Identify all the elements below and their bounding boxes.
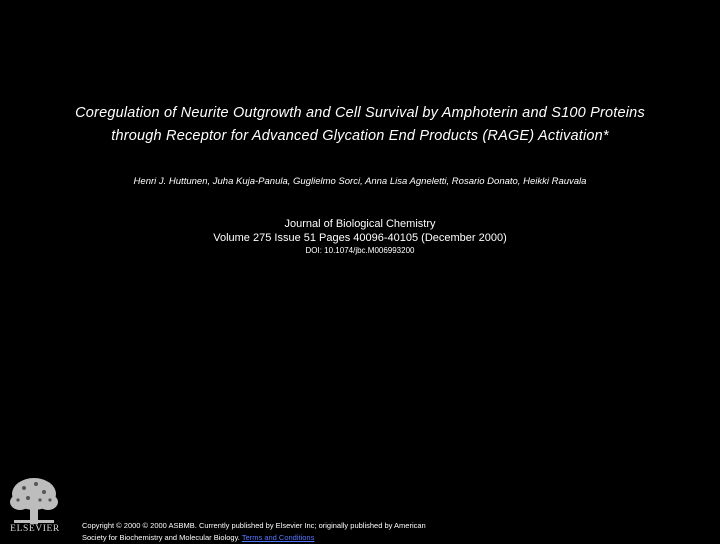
copyright-society-text: Society for Biochemistry and Molecular Biology. (82, 533, 240, 542)
title-line-2: through Receptor for Advanced Glycation End Products (RAGE) Activation* (111, 128, 609, 144)
doi-text: DOI: 10.1074/jbc.M006993200 (305, 246, 415, 255)
author-list: Henri J. Huttunen, Juha Kuja-Panula, Guglielmo Sorci, Anna Lisa Agneletti, Rosario Donato, Heikki Rauvala (133, 176, 587, 187)
copyright-notice (82, 520, 522, 544)
copyright-line-2 (82, 532, 522, 544)
terms-and-conditions-link[interactable]: Terms and Conditions (241, 533, 315, 542)
elsevier-wordmark: ELSEVIER (10, 524, 60, 534)
title-line-1: Coregulation of Neurite Outgrowth and Cell Survival by Amphoterin and S100 Proteins (75, 105, 645, 121)
copyright-line-1: Copyright © 2000 © 2000 ASBMB. Currently published by Elsevier Inc; originally published by American (82, 521, 426, 530)
journal-citation: Volume 275 Issue 51 Pages 40096-40105 (December 2000) (213, 232, 507, 244)
article-title (20, 102, 700, 148)
journal-name: Journal of Biological Chemistry (284, 218, 436, 230)
journal-info (20, 217, 700, 245)
